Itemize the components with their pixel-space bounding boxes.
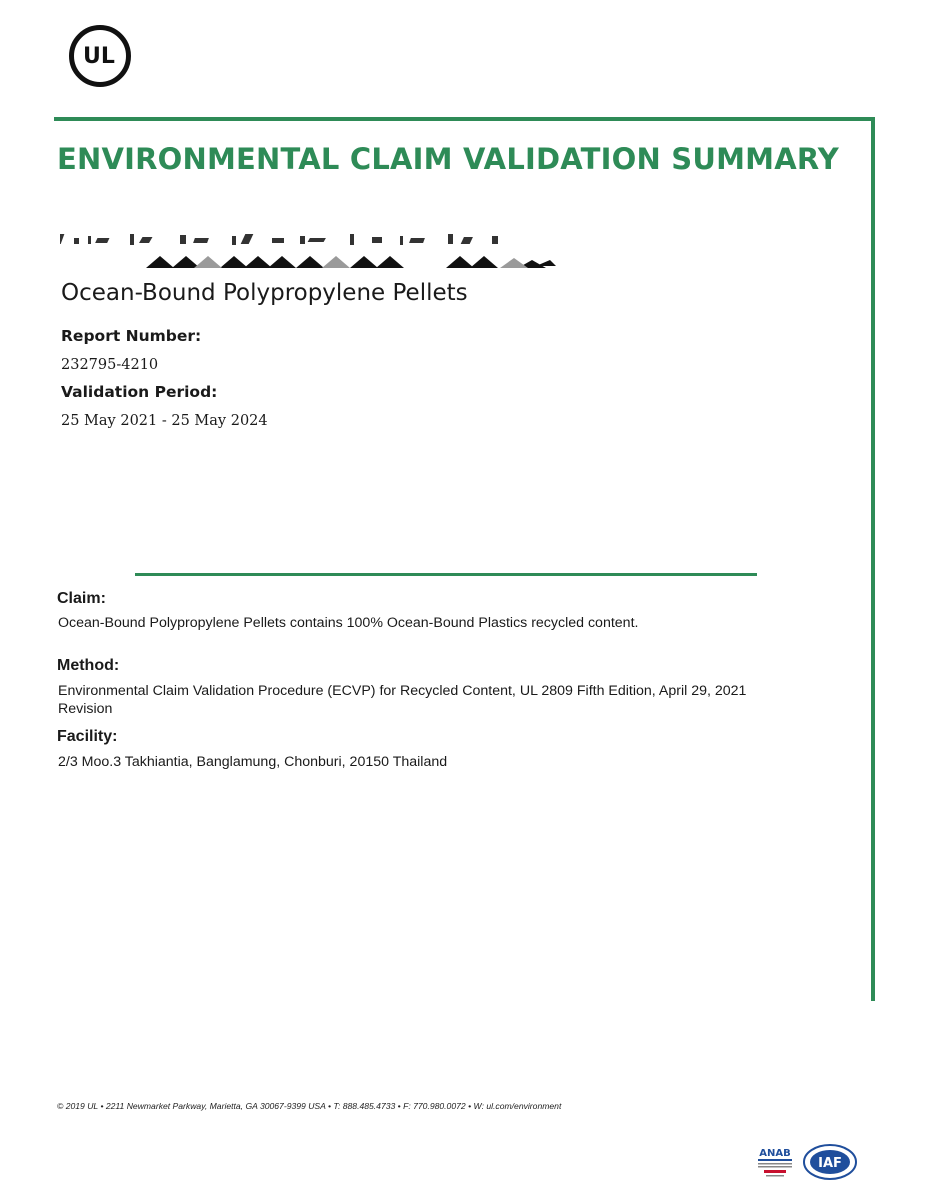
footer-contact: © 2019 UL • 2211 Newmarket Parkway, Marietta, GA 30067-9399 USA • T: 888.485.4733 • F: 770.980.0072 • W: ul.com/environment (57, 1101, 562, 1111)
validation-period-value: 25 May 2021 - 25 May 2024 (61, 413, 268, 429)
report-number-label: Report Number: (61, 327, 202, 345)
facility-label: Facility: (57, 728, 118, 745)
section-divider (135, 573, 757, 576)
svg-text:UL: UL (83, 44, 115, 69)
svg-text:IAF: IAF (818, 1156, 842, 1171)
product-name: Ocean-Bound Polypropylene Pellets (61, 280, 468, 306)
report-number-value: 232795-4210 (61, 357, 159, 373)
facility-value: 2/3 Moo.3 Takhiantia, Banglamung, Chonburi, 20150 Thailand (58, 754, 448, 770)
method-value-line-1: Environmental Claim Validation Procedure (ECVP) for Recycled Content, UL 2809 Fifth Edition, April 29, 2021 (58, 683, 747, 699)
claim-value: Ocean-Bound Polypropylene Pellets contains 100% Ocean-Bound Plastics recycled content. (58, 615, 639, 631)
validation-period-label: Validation Period: (61, 383, 218, 401)
document-title: ENVIRONMENTAL CLAIM VALIDATION SUMMARY (57, 142, 839, 176)
redacted-company-name (60, 224, 560, 272)
frame-top-rule (54, 117, 875, 121)
method-label: Method: (57, 657, 120, 674)
iaf-accreditation-logo (802, 1143, 858, 1181)
frame-right-rule (871, 117, 875, 1001)
claim-label: Claim: (57, 590, 106, 607)
method-value-line-2: Revision (58, 701, 113, 717)
anab-accreditation-logo (754, 1142, 796, 1182)
svg-text:ANAB: ANAB (759, 1148, 791, 1159)
ul-logo (68, 24, 132, 88)
